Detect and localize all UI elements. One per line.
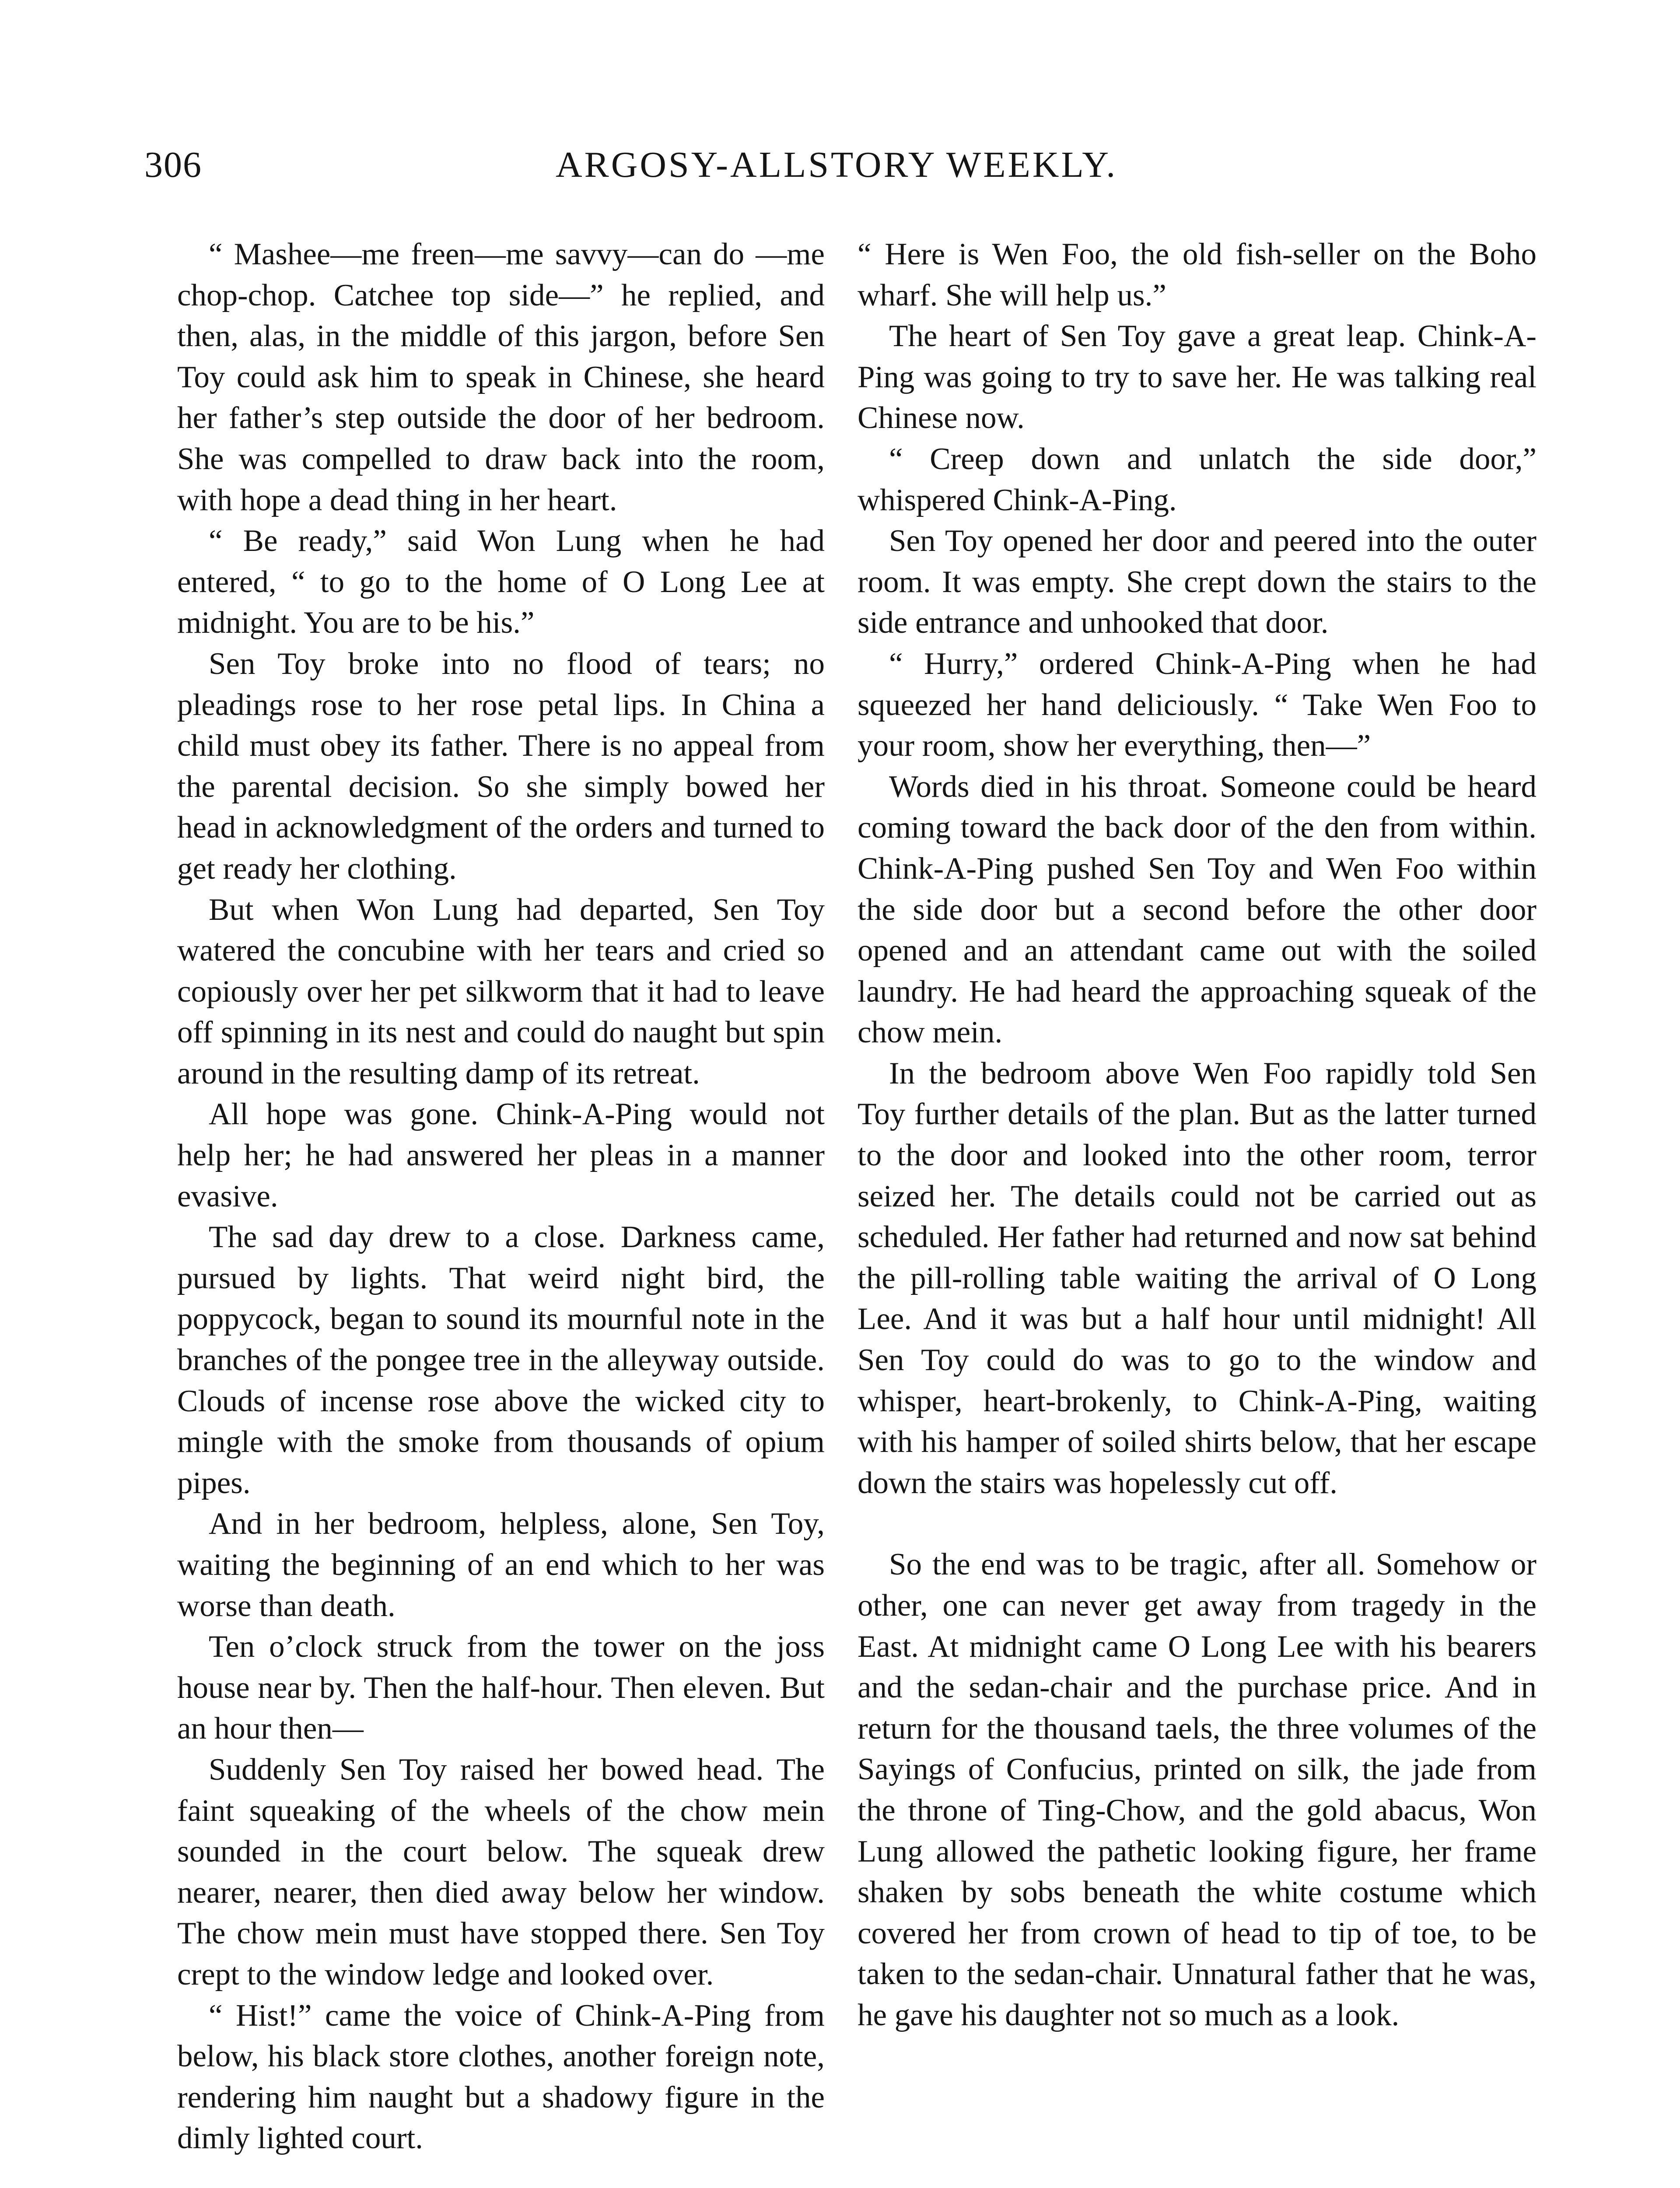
running-title: ARGOSY-ALLSTORY WEEKLY. xyxy=(556,144,1118,185)
paragraph: “ Mashee—me freen—me savvy—can do —me chop-chop. Catchee top side—” he replied, and then, alas, in the middle of this jargon, before Sen Toy could ask him to speak in Chinese, she heard her father’s step outside the door of her bedroom. She was compelled to draw back into the room, with hope a dead thing in her heart. xyxy=(177,237,825,517)
paragraph: “ Be ready,” said Won Lung when he had entered, “ to go to the home of O Long Lee at midnight. You are to be his.” xyxy=(177,524,825,640)
paragraph: Sen Toy broke into no flood of tears; no pleadings rose to her rose petal lips. In China a child must obey its father. There is no appeal from the parental decision. So she simply bowed her head in acknowledgment of the orders and turned to get ready her clothing. xyxy=(177,646,825,886)
paragraph: “ Here is Wen Foo, the old fish-seller on the Boho wharf. She will help us.” xyxy=(858,237,1536,312)
paragraph: And in her bedroom, helpless, alone, Sen Toy, waiting the beginning of an end which to her was worse than death. xyxy=(177,1507,825,1623)
paragraph: “ Hist!” came the voice of Chink-A-Ping from below, his black store clothes, another foreign note, rendering him naught but a shadowy figure in the dimly lighted court. xyxy=(177,1998,825,2156)
right-column xyxy=(858,234,1536,2036)
left-column xyxy=(177,234,825,2159)
paragraph: Sen Toy opened her door and peered into the outer room. It was empty. She crept down the stairs to the side entrance and unhooked that door. xyxy=(858,524,1536,640)
paragraph: In the bedroom above Wen Foo rapidly told Sen Toy further details of the plan. But as the latter turned to the door and looked into the other room, terror seized her. The details could not be carried out as scheduled. Her father had returned and now sat behind the pill-rolling table waiting the arrival of O Long Lee. And it was but a half hour until midnight! All Sen Toy could do was to go to the window and whisper, heart-brokenly, to Chink-A-Ping, waiting with his hamper of soiled shirts below, that her escape down the stairs was hopelessly cut off. xyxy=(858,1056,1536,1500)
page-number: 306 xyxy=(144,144,202,185)
paragraph: All hope was gone. Chink-A-Ping would not help her; he had answered her pleas in a manner evasive. xyxy=(177,1097,825,1213)
paragraph: The heart of Sen Toy gave a great leap. Chink-A-Ping was going to try to save her. He was talking real Chinese now. xyxy=(858,319,1536,435)
paragraph: “ Hurry,” ordered Chink-A-Ping when he had squeezed her hand deliciously. “ Take Wen Foo to your room, show her everything, then—” xyxy=(858,646,1536,763)
paragraph: Ten o’clock struck from the tower on the joss house near by. Then the half-hour. Then eleven. But an hour then— xyxy=(177,1630,825,1746)
paragraph: But when Won Lung had departed, Sen Toy watered the concubine with her tears and cried so copiously over her pet silkworm that it had to leave off spinning in its nest and could do naught but spin around in the resulting damp of its retreat. xyxy=(177,892,825,1090)
paragraph: “ Creep down and unlatch the side door,” whispered Chink-A-Ping. xyxy=(858,442,1536,517)
paragraph: So the end was to be tragic, after all. Somehow or other, one can never get away from tragedy in the East. At midnight came O Long Lee with his bearers and the sedan-chair and the purchase price. And in return for the thousand taels, the three volumes of the Sayings of Confucius, printed on silk, the jade from the throne of Ting-Chow, and the gold abacus, Won Lung allowed the pathetic looking figure, her frame shaken by sobs beneath the white costume which covered her from crown of head to tip of toe, to be taken to the sedan-chair. Unnatural father that he was, he gave his daughter not so much as a look. xyxy=(858,1547,1536,2032)
paragraph: Suddenly Sen Toy raised her bowed head. The faint squeaking of the wheels of the chow mein sounded in the court below. The squeak drew nearer, nearer, then died away below her window. The chow mein must have stopped there. Sen Toy crept to the window ledge and looked over. xyxy=(177,1752,825,1992)
paragraph: The sad day drew to a close. Darkness came, pursued by lights. That weird night bird, the poppycock, began to sound its mournful note in the branches of the pongee tree in the alleyway outside. Clouds of incense rose above the wicked city to mingle with the smoke from thousands of opium pipes. xyxy=(177,1220,825,1500)
paragraph: Words died in his throat. Someone could be heard coming toward the back door of the den from within. Chink-A-Ping pushed Sen Toy and Wen Foo within the side door but a second before the other door opened and an attendant came out with the soiled laundry. He had heard the approaching squeak of the chow mein. xyxy=(858,769,1536,1050)
